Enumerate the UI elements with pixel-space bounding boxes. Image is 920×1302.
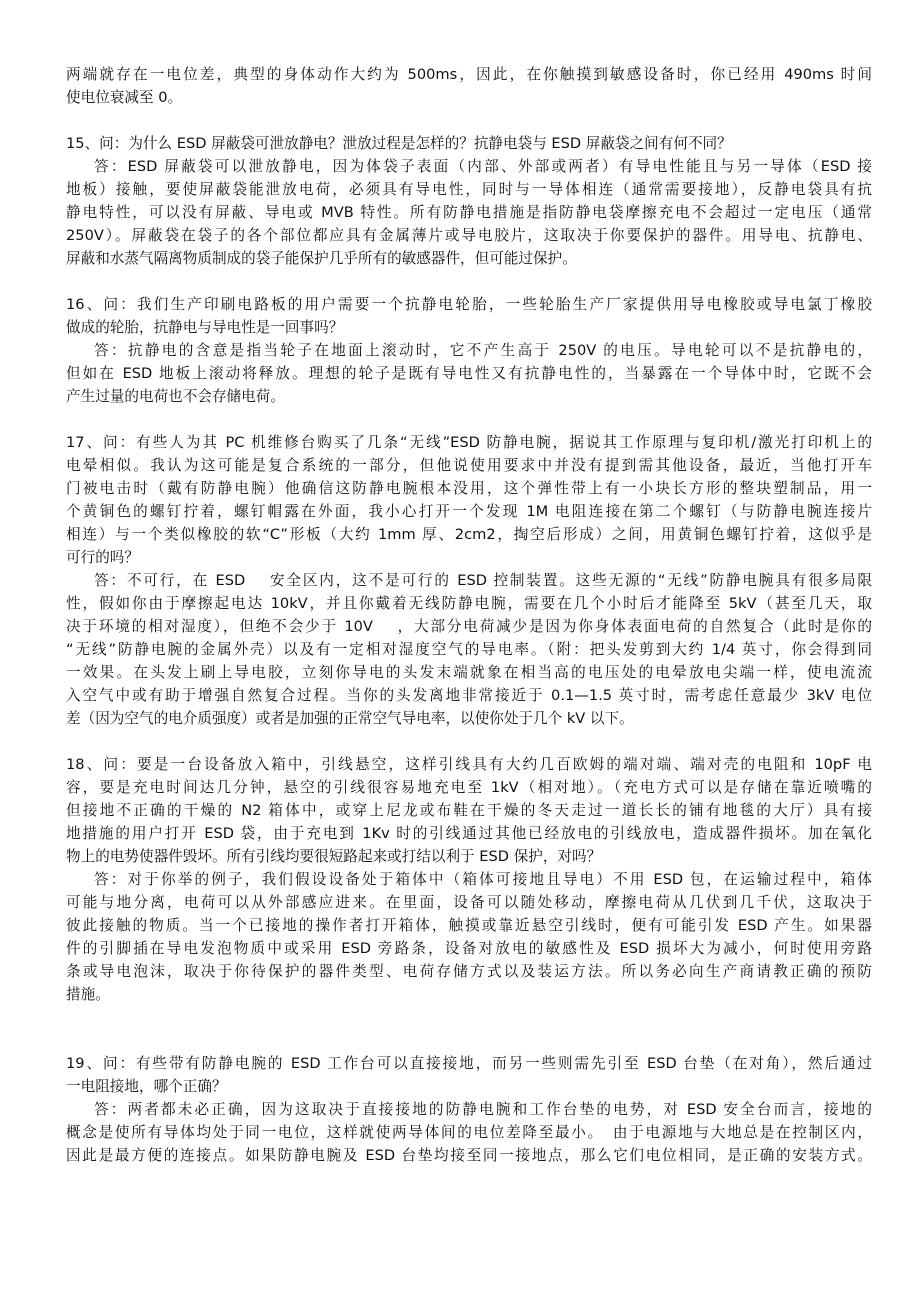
qa-15: [66, 132, 872, 270]
answer-line: 答：对于你举的例子，我们假设设备处于箱体中（箱体可接地且导电）不用 ESD 包，在运输过程中，箱体: [94, 871, 872, 888]
answer-line: 入空气中或有助于增强自然复合过程。当你的头发离地非常接近于 0.1—1.5 英寸时，需考虑任意最少 3kV 电位: [66, 687, 872, 704]
answer-line: 概念是使所有导体均处于同一电位，这样就使两导体间的电位差降至最小。 由于电源地与大地总是在控制区内，: [66, 1124, 872, 1141]
answer-line: 答：不可行，在 ESD 安全区内，这不是可行的 ESD 控制装置。这些无源的“无线”防静电腕具有很多局限: [94, 572, 872, 589]
question-line: 一电阻接地，哪个正确？: [66, 1078, 227, 1095]
question-line: 可行的吗？: [66, 549, 139, 566]
answer-line: 静电特性，可以没有屏蔽、导电或 MVB 特性。所有防静电措施是指防静电袋摩擦充电不会超过一定电压（通常: [66, 204, 872, 221]
answer-line: 地板）接触，要使屏蔽袋能泄放电荷，必须具有导电性，同时与一导体相连（通常需要接地），反静电袋具有抗: [66, 181, 872, 198]
answer-line: 件的引脚插在导电发泡物质中或采用 ESD 旁路条，设备对放电的敏感性及 ESD 损坏大为减小，何时使用旁路: [66, 940, 872, 957]
answer-line: 屏蔽和水蒸气隔离物质制成的袋子能保护几乎所有的敏感器件，但可能过保护。: [66, 250, 577, 267]
text-line: 两端就存在一电位差，典型的身体动作大约为 500ms，因此，在你触摸到敏感设备时，你已经用 490ms 时间: [66, 66, 872, 83]
answer-line: “无线”防静电腕的金属外壳）以及有一定相对湿度空气的导电率。（附：把头发剪到大约 1/4 英寸，你会得到同: [66, 641, 872, 658]
question-line: 容，要是充电时间达几分钟，悬空的引线很容易地充电至 1kV（相对地）。（充电方式可以是存储在靠近喷嘴的: [66, 779, 872, 796]
question-line: 但接地不正确的干燥的 N2 箱体中，或穿上尼龙或布鞋在干燥的冬天走过一道长长的铺有地毯的大厅）具有接: [66, 802, 872, 819]
qa-17: [66, 431, 872, 730]
answer-line: 答：抗静电的含意是指当轮子在地面上滚动时，它不产生高于 250V 的电压。导电轮可以不是抗静电的，: [94, 342, 872, 359]
answer-line: 差（因为空气的电介质强度）或者是加强的正常空气导电率，以使你处于几个 kV 以下。: [66, 710, 634, 727]
question-line: 个黄铜色的螺钉拧着，螺钉帽露在外面，我小心打开一个发现 1M 电阻连接在第二个螺钉（与防静电腕连接片: [66, 503, 872, 520]
question-line: 做成的轮胎，抗静电与导电性是一回事吗？: [66, 319, 344, 336]
question-line: 16、问：我们生产印刷电路板的用户需要一个抗静电轮胎，一些轮胎生产厂家提供用导电橡胶或导电氯丁橡胶: [66, 296, 872, 313]
qa-19: [66, 1052, 872, 1167]
answer-line: 性，假如你由于摩擦起电达 10kV，并且你戴着无线防静电腕，需要在几个小时后才能降至 5kV（甚至几天，取: [66, 595, 872, 612]
question-line: 17、问：有些人为其 PC 机维修台购买了几条“无线”ESD 防静电腕，据说其工作原理与复印机/激光打印机上的: [66, 434, 872, 451]
qa-18: [66, 753, 872, 1006]
text-line: 使电位衰减至 0。: [66, 89, 183, 106]
intro-paragraph: [66, 63, 872, 109]
answer-line: 措施。: [66, 986, 110, 1003]
answer-line: 答：ESD 屏蔽袋可以泄放静电，因为体袋子表面（内部、外部或两者）有导电性能且与另一导体（ESD 接: [94, 158, 872, 175]
question-line: 18、问：要是一台设备放入箱中，引线悬空，这样引线具有大约几百欧姆的端对端、端对壳的电阻和 10pF 电: [66, 756, 872, 773]
answer-line: 决于环境的相对湿度），但绝不会少于 10V ，大部分电荷减少是因为你身体表面电荷的自然复合（此时是你的: [66, 618, 872, 635]
answer-line: 条或导电泡沫，取决于你待保护的器件类型、电荷存储方式以及装运方法。所以务必向生产商请教正确的预防: [66, 963, 872, 980]
answer-line: 250V）。屏蔽袋在袋子的各个部位都应具有金属薄片或导电胶片，这取决于你要保护的器件。用导电、抗静电、: [66, 227, 872, 244]
answer-line: 可能与地分离，电荷可以从外部感应进来。在里面，设备可以随处移动，摩擦电荷从几伏到几千伏，这取决于: [66, 894, 872, 911]
answer-line: 一效果。在头发上刷上导电胶，立刻你导电的头发末端就象在相当高的电压处的电晕放电尖端一样，使电流流: [66, 664, 872, 681]
answer-line: 产生过量的电荷也不会存储电荷。: [66, 388, 285, 405]
qa-16: [66, 293, 872, 408]
question-line: 地措施的用户打开 ESD 袋，由于充电到 1Kv 时的引线通过其他已经放电的引线放电，造成器件损坏。加在氧化: [66, 825, 872, 842]
answer-line: 因此是最方便的连接点。如果防静电腕及 ESD 台垫均接至同一接地点，那么它们电位相同，是正确的安装方式。: [66, 1147, 872, 1164]
answer-line: 但如在 ESD 地板上滚动将释放。理想的轮子是既有导电性又有抗静电性的，当暴露在一个导体中时，它既不会: [66, 365, 872, 382]
question-line: 19、问：有些带有防静电腕的 ESD 工作台可以直接接地，而另一些则需先引至 ESD 台垫（在对角），然后通过: [66, 1055, 872, 1072]
question-line: 15、问：为什么 ESD 屏蔽袋可泄放静电？泄放过程是怎样的？抗静电袋与 ESD 屏蔽袋之间有何不同？: [66, 135, 732, 152]
question-line: 物上的电势使器件毁坏。所有引线均要很短路起来或打结以利于 ESD 保护，对吗？: [66, 848, 602, 865]
answer-line: 答：两者都未必正确，因为这取决于直接接地的防静电腕和工作台垫的电势，对 ESD 安全台而言，接地的: [94, 1101, 872, 1118]
question-line: 电晕相似。我认为这可能是复合系统的一部分，但他说使用要求中并没有提到需其他设备，最近，当他打开车: [66, 457, 872, 474]
question-line: 门被电击时（戴有防静电腕）他确信这防静电腕根本没用，这个弹性带上有一小块长方形的整块塑制品，用一: [66, 480, 872, 497]
question-line: 相连）与一个类似橡胶的软“C”形板（大约 1mm 厚、2cm2，掏空后形成）之间，用黄铜色螺钉拧着，这似乎是: [66, 526, 872, 543]
answer-line: 彼此接触的物质。当一个已接地的操作者打开箱体，触摸或靠近悬空引线时，便有可能引发 ESD 产生。如果器: [66, 917, 872, 934]
